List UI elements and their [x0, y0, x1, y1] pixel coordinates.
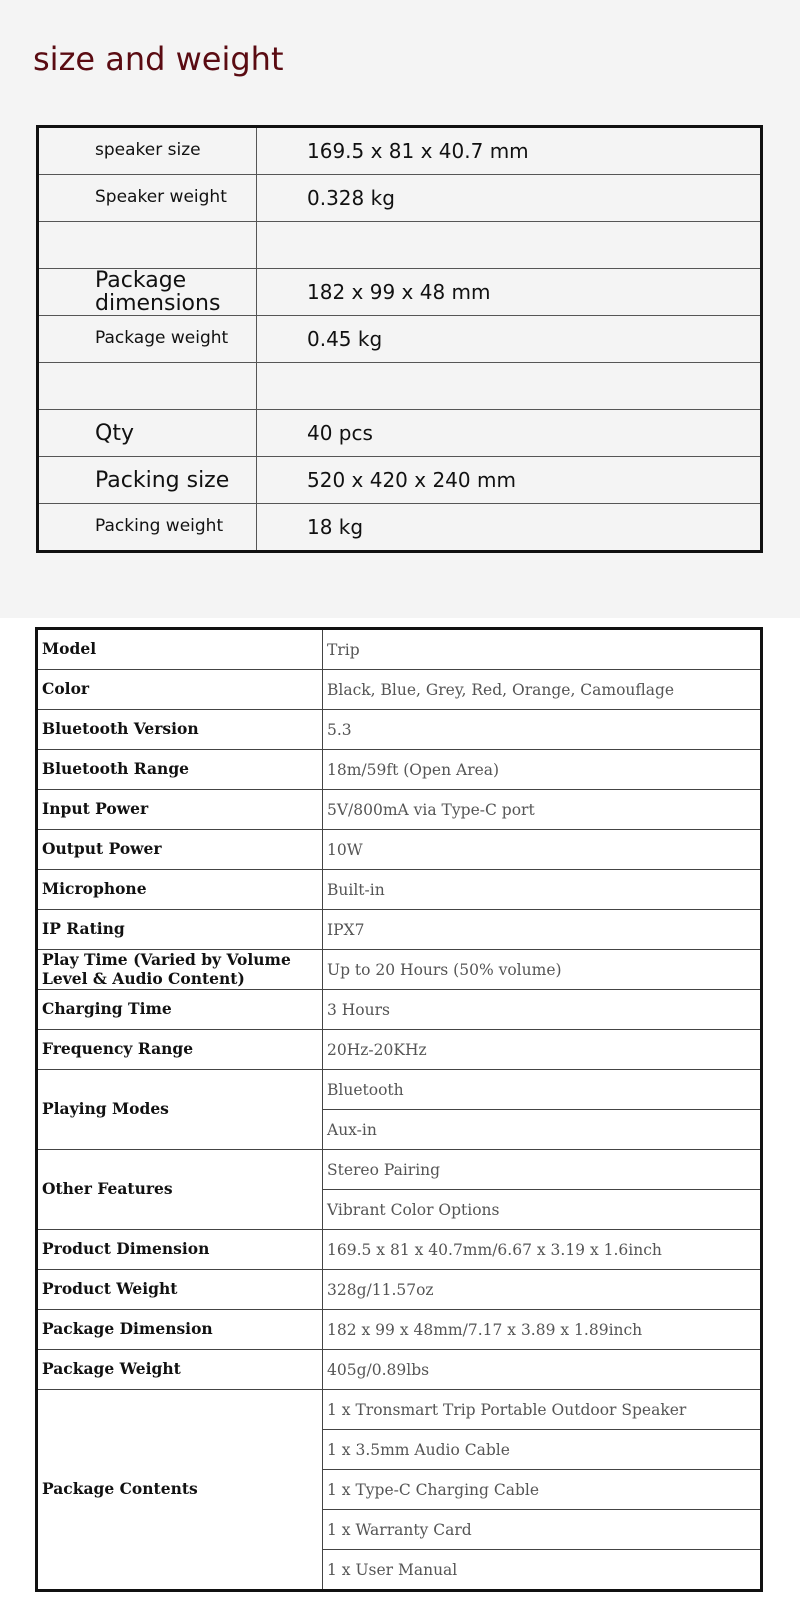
spec-label: Other Features: [37, 1150, 323, 1230]
spec-row: [37, 950, 762, 990]
size-value: [257, 222, 762, 269]
spec-label: IP Rating: [37, 910, 323, 950]
spec-row: [37, 670, 762, 710]
spec-value: 1 x User Manual: [323, 1550, 762, 1591]
spec-row: [37, 910, 762, 950]
spec-value: 18m/59ft (Open Area): [323, 750, 762, 790]
spec-value: Vibrant Color Options: [323, 1190, 762, 1230]
size-label: [38, 363, 257, 410]
spec-label: Bluetooth Version: [37, 710, 323, 750]
spec-label: Package Dimension: [37, 1310, 323, 1350]
size-value: 169.5 x 81 x 40.7 mm: [257, 127, 762, 175]
spec-value: 10W: [323, 830, 762, 870]
spec-label: Color: [37, 670, 323, 710]
spec-value: 182 x 99 x 48mm/7.17 x 3.89 x 1.89inch: [323, 1310, 762, 1350]
size-row: [38, 457, 762, 504]
size-value: 0.328 kg: [257, 175, 762, 222]
size-label: Package weight: [38, 316, 257, 363]
size-row: [38, 269, 762, 316]
spec-value: 20Hz-20KHz: [323, 1030, 762, 1070]
spec-value: 1 x Type-C Charging Cable: [323, 1470, 762, 1510]
size-label: speaker size: [38, 127, 257, 175]
size-value: [257, 363, 762, 410]
spec-value: 5V/800mA via Type-C port: [323, 790, 762, 830]
spec-value: Stereo Pairing: [323, 1150, 762, 1190]
size-value: 520 x 420 x 240 mm: [257, 457, 762, 504]
spec-value: 5.3: [323, 710, 762, 750]
spec-value: Trip: [323, 629, 762, 670]
spec-row: [37, 1030, 762, 1070]
spec-row: [37, 1310, 762, 1350]
size-value: 182 x 99 x 48 mm: [257, 269, 762, 316]
spec-row: [37, 870, 762, 910]
spec-row: [37, 1150, 762, 1190]
size-label: Speaker weight: [38, 175, 257, 222]
spec-label: Package Weight: [37, 1350, 323, 1390]
size-weight-table: [36, 125, 763, 553]
size-label: Packing size: [38, 457, 257, 504]
size-row: [38, 363, 762, 410]
size-label: Qty: [38, 410, 257, 457]
size-row: [38, 504, 762, 552]
spec-row: [37, 790, 762, 830]
spec-label: Play Time (Varied by Volume Level & Audio Content): [37, 950, 323, 990]
section-title: size and weight: [33, 40, 284, 78]
spec-value: Up to 20 Hours (50% volume): [323, 950, 762, 990]
spec-label: Input Power: [37, 790, 323, 830]
spec-value: 405g/0.89lbs: [323, 1350, 762, 1390]
spec-label: Bluetooth Range: [37, 750, 323, 790]
spec-label: Product Weight: [37, 1270, 323, 1310]
size-label: [38, 222, 257, 269]
spec-value: 3 Hours: [323, 990, 762, 1030]
size-row: [38, 175, 762, 222]
spec-value: 169.5 x 81 x 40.7mm/6.67 x 3.19 x 1.6inch: [323, 1230, 762, 1270]
size-row: [38, 316, 762, 363]
spec-label: Microphone: [37, 870, 323, 910]
spec-label: Output Power: [37, 830, 323, 870]
spec-value: 1 x Warranty Card: [323, 1510, 762, 1550]
size-value: 18 kg: [257, 504, 762, 552]
spec-value: 328g/11.57oz: [323, 1270, 762, 1310]
spec-row: [37, 750, 762, 790]
size-label: Package dimensions: [38, 269, 257, 316]
spec-row: [37, 629, 762, 670]
size-row: [38, 410, 762, 457]
size-row: [38, 127, 762, 175]
spec-row: [37, 1390, 762, 1430]
spec-value: Bluetooth: [323, 1070, 762, 1110]
size-label: Packing weight: [38, 504, 257, 552]
spec-value: 1 x Tronsmart Trip Portable Outdoor Speaker: [323, 1390, 762, 1430]
size-weight-section: [0, 0, 800, 618]
size-value: 40 pcs: [257, 410, 762, 457]
spec-table: [35, 627, 763, 1592]
spec-label: Product Dimension: [37, 1230, 323, 1270]
spec-row: [37, 830, 762, 870]
spec-value: 1 x 3.5mm Audio Cable: [323, 1430, 762, 1470]
spec-value: Aux-in: [323, 1110, 762, 1150]
spec-label: Model: [37, 629, 323, 670]
size-value: 0.45 kg: [257, 316, 762, 363]
spec-row: [37, 1350, 762, 1390]
spec-row: [37, 1230, 762, 1270]
spec-value: Black, Blue, Grey, Red, Orange, Camouflage: [323, 670, 762, 710]
spec-row: [37, 1270, 762, 1310]
spec-label: Playing Modes: [37, 1070, 323, 1150]
spec-row: [37, 1070, 762, 1110]
spec-row: [37, 710, 762, 750]
spec-value: IPX7: [323, 910, 762, 950]
spec-label: Charging Time: [37, 990, 323, 1030]
size-row: [38, 222, 762, 269]
spec-label: Frequency Range: [37, 1030, 323, 1070]
spec-row: [37, 990, 762, 1030]
spec-label: Package Contents: [37, 1390, 323, 1591]
spec-value: Built-in: [323, 870, 762, 910]
